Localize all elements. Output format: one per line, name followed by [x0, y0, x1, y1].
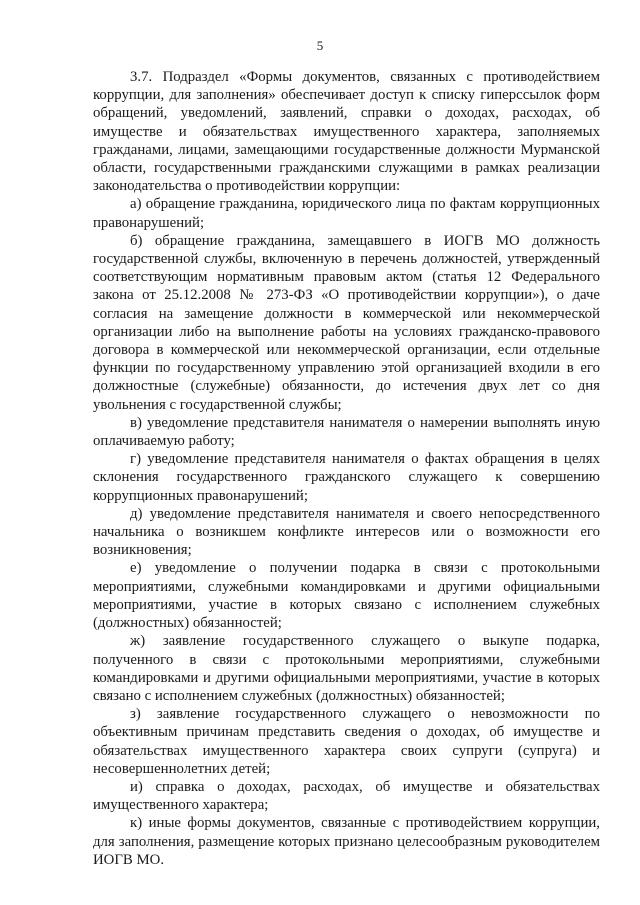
list-item-z: з) заявление государственного служащего о невозможности по объективным причинам представить сведения о доходах, об имуществе и обязательствах имущественного характера своих супруги (супруга) и несовершеннолетних детей; — [93, 706, 600, 777]
list-item-i: и) справка о доходах, расходах, об имуществе и обязательствах имущественного характера; — [93, 778, 600, 814]
list-item-d: д) уведомление представителя нанимателя и своего непосредственного начальника о возникшем конфликте интересов или о возможности его возникновения; — [93, 505, 600, 559]
list-item-b: б) обращение гражданина, замещавшего в ИОГВ МО должность государственной службы, включенную в перечень должностей, утвержденный соответствующим нормативным правовым актом (статья 12 Федерального закона от 25.12.2008 № 273-ФЗ «О противодействии коррупции»), о даче согласия на замещение должности в коммерческой или некоммерческой организации либо на выполнение работы на условиях гражданско-правового договора в коммерческой или некоммерческой организации, если отдельные функции по государственному управлению этой организацией входили в его должностные (служебные) обязанности, до истечения двух лет со дня увольнения с государственной службы; — [93, 232, 600, 413]
list-item-zh: ж) заявление государственного служащего о выкупе подарка, полученного в связи с протокольными мероприятиями, служебными командировками и другими официальными мероприятиями, участие в которых связано с исполнением служебных (должностных) обязанностей; — [93, 633, 600, 704]
list-item-k: к) иные формы документов, связанные с противодействием коррупции, для заполнения, размещение которых признано целесообразным руководителем ИОГВ МО. — [93, 815, 600, 868]
page-number: 5 — [316, 38, 324, 53]
document-body — [93, 68, 600, 869]
list-item-a: а) обращение гражданина, юридического лица по фактам коррупционных правонарушений; — [93, 196, 600, 231]
list-item-e: е) уведомление о получении подарка в связи с протокольными мероприятиями, служебными командировками и другими официальными мероприятиями, участие в которых связано с исполнением служебных (должностных) обязанностей; — [93, 560, 600, 632]
list-item-v: в) уведомление представителя нанимателя о намерении выполнять иную оплачиваемую работу; — [93, 414, 600, 450]
paragraph-3-7: 3.7. Подраздел «Формы документов, связанных с противодействием коррупции, для заполнения» обеспечивает доступ к списку гиперссылок форм обращений, уведомлений, заявлений, справки о доходах, расходах, об имуществе и обязательствах имущественного характера, заполняемых гражданами, лицами, замещающими государственные должности Мурманской области, государственными гражданскими служащими в рамках реализации законодательства о противодействии коррупции: — [93, 69, 600, 195]
list-item-g: г) уведомление представителя нанимателя о фактах обращения в целях склонения государственного гражданского служащего к совершению коррупционных правонарушений; — [93, 451, 600, 504]
